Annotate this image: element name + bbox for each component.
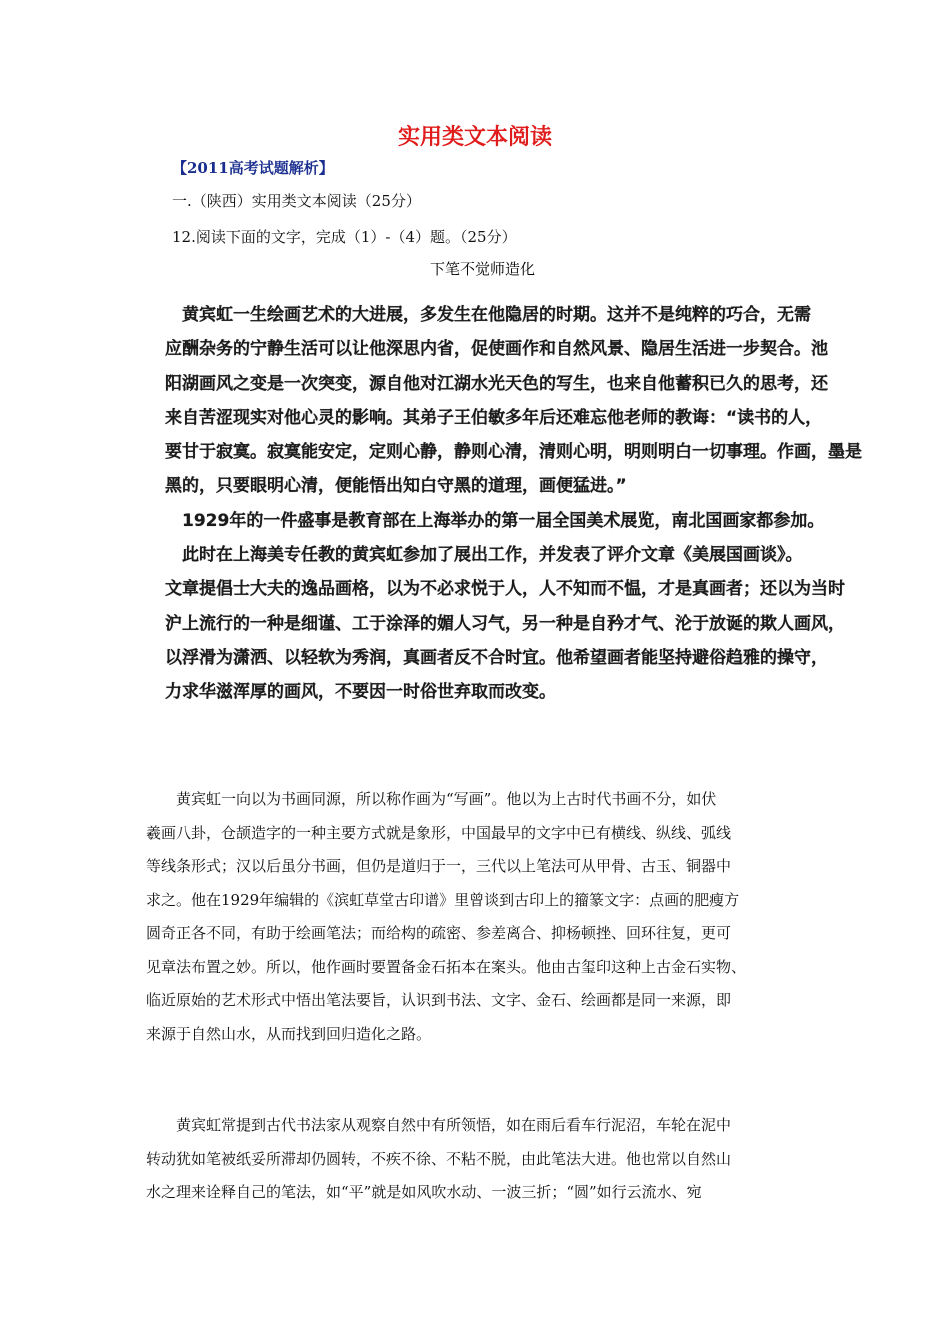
paragraph-line: 水之理来诠释自己的笔法，如“平”就是如风吹水动、一波三折；“圆”如行云流水、宛 xyxy=(146,1183,702,1201)
scanned-line: 黑的，只要眼明心清，便能悟出知白守黑的道理，画便猛进。” xyxy=(165,476,627,497)
scanned-line: 黄宾虹一生绘画艺术的大进展，多发生在他隐居的时期。这并不是纯粹的巧合，无需 xyxy=(165,305,811,325)
paragraph-line: 羲画八卦，仓颉造字的一种主要方式就是象形，中国最早的文字中已有横线、纵线、弧线 xyxy=(146,823,732,842)
paragraph-line: 来源于自然山水，从而找到回归造化之路。 xyxy=(146,1024,432,1043)
scanned-line: 此时在上海美专任教的黄宾虹参加了展出工作，并发表了评介文章《美展国画谈》。 xyxy=(165,545,803,566)
paragraph-line: 转动犹如笔被纸妥所滞却仍圆转，不疾不徐、不粘不脱，由此笔法大进。他也常以自然山 xyxy=(146,1149,732,1168)
paragraph-line: 圆奇正各不同，有助于绘画笔法；而给构的疏密、参差离合、抑杨顿挫、回环往复，更可 xyxy=(146,924,732,942)
section-subtitle: 【2011高考试题解析】 xyxy=(172,159,334,177)
section-heading: 一.（陕西）实用类文本阅读（25分） xyxy=(172,192,421,210)
scanned-line: 力求华滋浑厚的画风，不要因一时俗世弃取而改变。 xyxy=(165,682,556,703)
paragraph-line: 等线条形式；汉以后虽分书画，但仍是道归于一，三代以上笔法可从甲骨、古玉、铜器中 xyxy=(146,857,732,875)
paragraph-line: 黄宾虹一向以为书画同源，所以称作画为“写画”。他以为上古时代书画不分，如伏 xyxy=(146,790,717,808)
scanned-line: 来自苦涩现实对他心灵的影响。其弟子王伯敏多年后还难忘他老师的教诲：“读书的人， xyxy=(165,407,823,428)
scanned-line: 文章提倡士大夫的逸品画格，以为不必求悦于人，人不知而不愠，才是真画者；还以为当时 xyxy=(165,579,845,600)
paragraph-line: 黄宾虹常提到古代书法家从观察自然中有所领悟，如在雨后看车行泥沼，车轮在泥中 xyxy=(146,1116,732,1134)
scanned-line: 以浮滑为潇洒、以轻软为秀润，真画者反不合时宜。他希望画者能坚持避俗趋雅的操守， xyxy=(165,647,828,668)
scanned-line: 阳湖画风之变是一次突变，源自他对江湖水光天色的写生，也来自他蓄积已久的思考，还 xyxy=(165,373,828,394)
scanned-text-image xyxy=(165,298,862,710)
document-title: 实用类文本阅读 xyxy=(397,124,552,150)
paragraph-1 xyxy=(146,783,816,1051)
scanned-line: 1929年的一件盛事是教育部在上海举办的第一届全国美术展览，南北国画家都参加。 xyxy=(165,510,825,531)
paragraph-line: 见章法布置之妙。所以，他作画时要置备金石拓本在案头。他由古玺印这种上古金石实物、 xyxy=(146,957,747,976)
paragraph-2 xyxy=(146,1109,816,1210)
paragraph-line: 临近原始的艺术形式中悟出笔法要旨，认识到书法、文字、金石、绘画都是同一来源，即 xyxy=(146,991,732,1009)
question-instruction: 12.阅读下面的文字，完成（1）-（4）题。（25分） xyxy=(172,228,517,246)
paragraph-line: 求之。他在1929年编辑的《滨虹草堂古印谱》里曾谈到古印上的籀篆文字：点画的肥瘦方 xyxy=(146,890,740,909)
scanned-line: 应酬杂务的宁静生活可以让他深思内省，促使画作和自然风景、隐居生活进一步契合。池 xyxy=(165,339,828,360)
scanned-line: 要甘于寂寞。寂寞能安定，定则心静，静则心清，清则心明，明则明白一切事理。作画，墨是 xyxy=(165,442,862,463)
scanned-line: 沪上流行的一种是细谨、工于涂泽的媚人习气，另一种是自矜才气、沦于放诞的欺人画风， xyxy=(165,613,845,634)
essay-title: 下笔不觉师造化 xyxy=(430,260,536,278)
